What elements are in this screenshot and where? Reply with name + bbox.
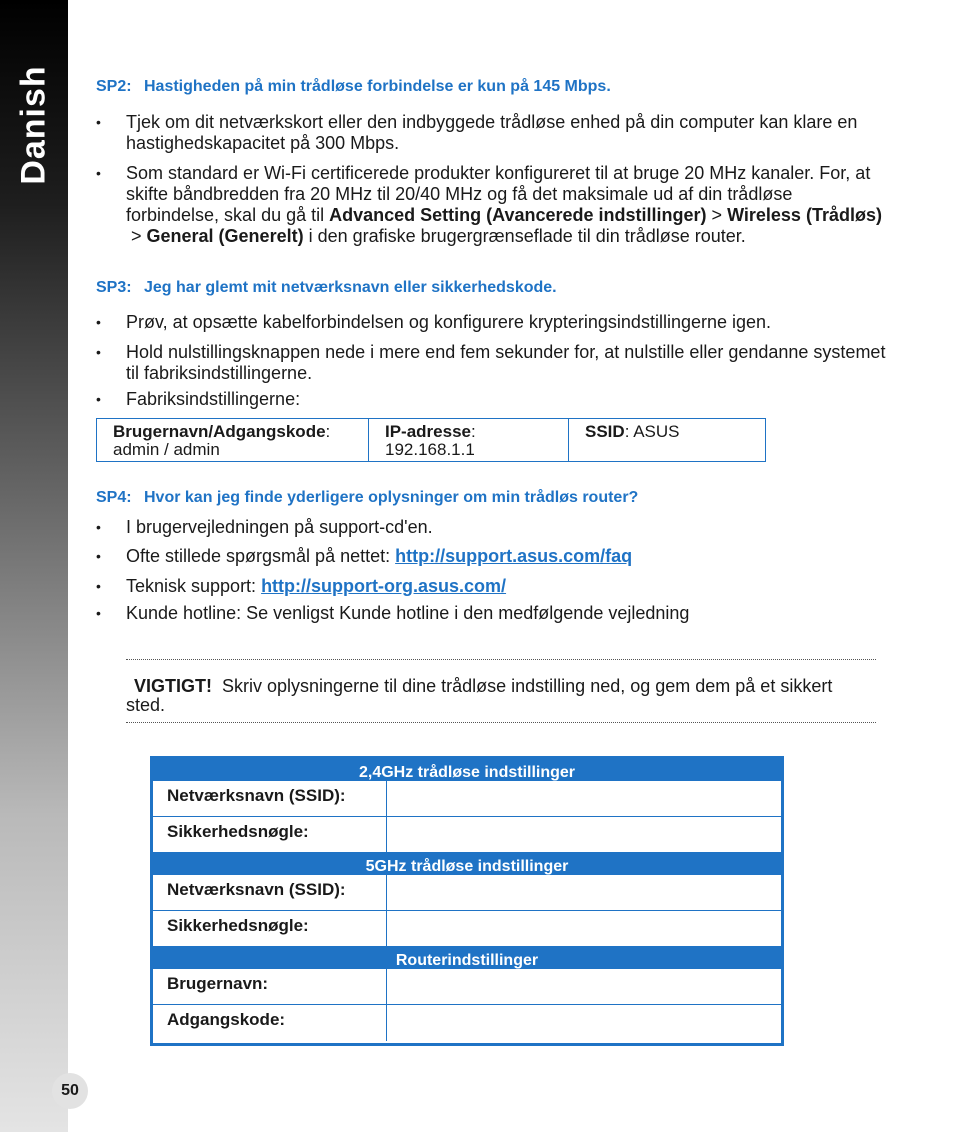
sp4-code: SP4: xyxy=(96,489,132,506)
page-number: 50 xyxy=(52,1073,88,1109)
defaults-ip-cell xyxy=(369,419,569,461)
faq-link[interactable]: http://support.asus.com/faq xyxy=(395,546,633,566)
colon: : xyxy=(325,422,331,441)
table-row xyxy=(153,781,781,817)
sp2-heading xyxy=(96,78,611,96)
security-key-2-4ghz-field[interactable] xyxy=(387,817,781,852)
bullet-text: Fabriksindstillingerne: xyxy=(126,389,301,409)
colon: : xyxy=(624,422,630,441)
list-item xyxy=(96,389,886,410)
divider xyxy=(126,659,876,660)
defaults-ssid-cell xyxy=(569,419,765,461)
bullet-text xyxy=(126,546,886,567)
bullet-text: Hold nulstillingsknappen nede i mere end fem sekunder for, at nulstille eller gendanne systemet til fabriksindstillingerne. xyxy=(126,342,886,383)
defaults-ip-value: 192.168.1.1 xyxy=(385,440,475,459)
row-label: Adgangskode: xyxy=(153,1005,387,1041)
list-item xyxy=(96,112,886,154)
list-item xyxy=(96,517,886,538)
bullet-icon: • xyxy=(96,578,101,594)
sp3-question: Jeg har glemt mit netværksnavn eller sikkerhedskode. xyxy=(144,279,557,296)
bullet-text-part: i den grafiske brugergrænseflade til din trådløse router. xyxy=(303,226,746,246)
section-header-5ghz: 5GHz trådløse indstillinger xyxy=(153,853,781,875)
bullet-text: Kunde hotline: Se venligst Kunde hotline i den medfølgende vejledning xyxy=(126,603,690,623)
sp4-heading xyxy=(96,489,638,507)
wireless-settings-table xyxy=(150,756,784,1046)
router-password-field[interactable] xyxy=(387,1005,781,1041)
colon: : xyxy=(471,422,476,441)
sp2-question: Hastigheden på min trådløse forbindelse er kun på 145 Mbps. xyxy=(144,78,611,95)
bullet-icon: • xyxy=(96,391,101,407)
sp4-question: Hvor kan jeg finde yderligere oplysninger om min trådløs router? xyxy=(144,489,639,506)
bullet-icon: • xyxy=(96,605,101,621)
sp3-code: SP3: xyxy=(96,279,132,296)
defaults-ssid-value: ASUS xyxy=(633,422,680,441)
important-label: VIGTIGT! xyxy=(134,676,212,696)
important-text: Skriv oplysningerne til dine trådløse indstilling ned, og gem dem på et sikkert sted. xyxy=(126,676,833,715)
row-label: Netværksnavn (SSID): xyxy=(153,875,387,910)
row-label: Sikkerhedsnøgle: xyxy=(153,911,387,946)
bullet-text xyxy=(126,163,886,247)
row-label: Brugernavn: xyxy=(153,969,387,1004)
bullet-icon: • xyxy=(96,344,101,360)
defaults-ip-label: IP-adresse xyxy=(385,422,471,441)
bullet-text: Tjek om dit netværkskort eller den indbyggede trådløse enhed på din computer kan klare en hastighedskapacitet på 300 Mbps. xyxy=(126,112,858,153)
ssid-5ghz-field[interactable] xyxy=(387,875,781,910)
list-item xyxy=(96,576,886,597)
menu-path-general: General (Generelt) xyxy=(146,226,304,246)
table-row xyxy=(153,969,781,1005)
bullet-text-part: Som standard er Wi-Fi certificerede produkter konfigureret til at bruge 20 MHz kanaler. For, at skifte båndbredden fra 20 MHz til 20/40 MHz og få det maksimale ud af din trådløse forbindelse, skal du gå til xyxy=(126,163,871,225)
list-item xyxy=(96,603,886,624)
ssid-2-4ghz-field[interactable] xyxy=(387,781,781,816)
defaults-login-value: admin / admin xyxy=(113,440,220,459)
menu-path-advanced: Advanced Setting (Avancerede indstillinger) xyxy=(329,205,707,225)
bullet-icon: • xyxy=(96,114,101,130)
table-row xyxy=(153,817,781,853)
bullet-icon: • xyxy=(96,165,101,181)
section-header-router: Routerindstillinger xyxy=(153,947,781,969)
bullet-text-part: Ofte stillede spørgsmål på nettet: xyxy=(126,546,396,566)
bullet-icon: • xyxy=(96,548,101,564)
section-header-2-4ghz: 2,4GHz trådløse indstillinger xyxy=(153,759,781,781)
sp3-heading xyxy=(96,279,557,297)
list-item xyxy=(96,163,886,247)
table-row xyxy=(153,1005,781,1041)
sp2-code: SP2: xyxy=(96,78,132,95)
table-row xyxy=(153,911,781,947)
row-label: Sikkerhedsnøgle: xyxy=(153,817,387,852)
table-row xyxy=(153,875,781,911)
defaults-login-cell xyxy=(97,419,369,461)
bullet-text: Prøv, at opsætte kabelforbindelsen og konfigurere krypteringsindstillingerne igen. xyxy=(126,312,772,332)
bullet-text xyxy=(126,576,886,597)
list-item xyxy=(96,342,886,384)
bullet-text: I brugervejledningen på support-cd'en. xyxy=(126,517,433,537)
menu-path-wireless: Wireless (Trådløs) xyxy=(727,205,882,225)
defaults-ssid-label: SSID xyxy=(585,422,625,441)
bullet-text-part: Teknisk support: xyxy=(126,576,262,596)
list-item xyxy=(96,312,886,333)
router-username-field[interactable] xyxy=(387,969,781,1004)
list-item xyxy=(96,546,886,567)
factory-defaults-table xyxy=(96,418,766,462)
important-note xyxy=(126,677,866,715)
language-label: Danish xyxy=(14,65,53,185)
support-link[interactable]: http://support-org.asus.com/ xyxy=(261,576,507,596)
row-label: Netværksnavn (SSID): xyxy=(153,781,387,816)
security-key-5ghz-field[interactable] xyxy=(387,911,781,946)
path-separator: > xyxy=(706,205,728,225)
defaults-login-label: Brugernavn/Adgangskode xyxy=(113,422,326,441)
side-tab xyxy=(0,0,68,1132)
bullet-icon: • xyxy=(96,314,101,330)
divider xyxy=(126,722,876,723)
path-separator: > xyxy=(126,226,147,246)
bullet-icon: • xyxy=(96,519,101,535)
